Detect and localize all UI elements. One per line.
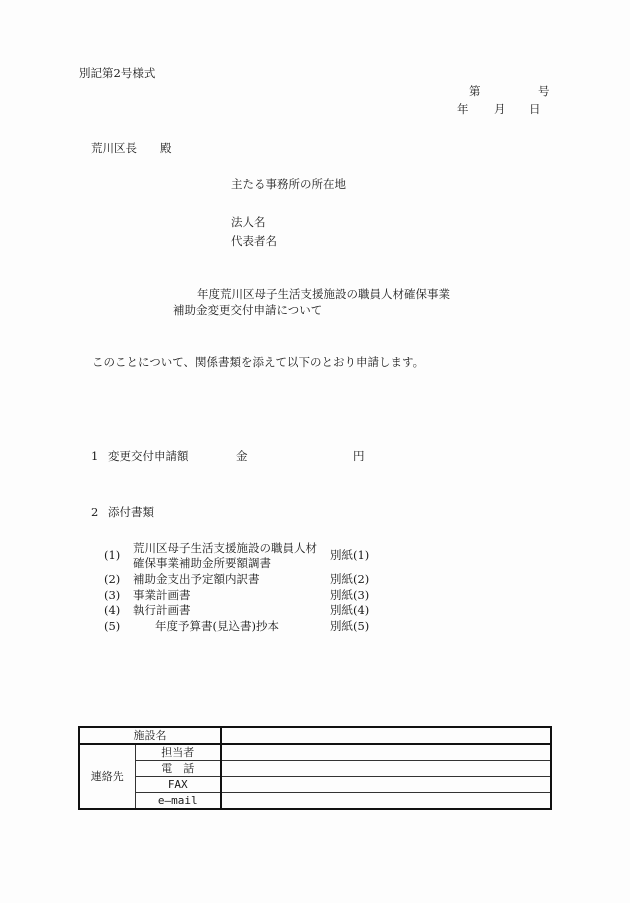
attachment-ref: 別紙(5) bbox=[330, 619, 370, 633]
attachment-title: 事業計画書 bbox=[133, 588, 191, 602]
currency-suffix: 円 bbox=[353, 449, 365, 463]
section2-label: 添付書類 bbox=[108, 505, 154, 519]
office-location-label: 主たる事務所の所在地 bbox=[231, 177, 346, 191]
section2-number: 2 bbox=[91, 505, 99, 519]
section1-label: 変更交付申請額 bbox=[108, 449, 189, 463]
phone-label: 電 話 bbox=[135, 761, 221, 777]
attachment-num: (5) bbox=[104, 619, 121, 633]
number-suffix: 号 bbox=[538, 84, 550, 98]
attachment-num: (3) bbox=[104, 588, 121, 602]
attachment-num: (4) bbox=[104, 603, 121, 617]
contact-person-label: 担当者 bbox=[135, 744, 221, 761]
contact-table bbox=[78, 726, 552, 810]
attachment-num: (2) bbox=[104, 572, 121, 586]
title-line2: 補助金変更交付申請について bbox=[173, 303, 323, 317]
attachment-title: 補助金支出予定額内訳書 bbox=[133, 572, 260, 586]
section1-number: 1 bbox=[91, 449, 99, 463]
attachment-title: 執行計画書 bbox=[133, 603, 191, 617]
contact-person-field[interactable] bbox=[221, 744, 551, 761]
number-prefix: 第 bbox=[469, 84, 481, 98]
attachment-title-cont: 確保事業補助金所要額調書 bbox=[133, 556, 271, 570]
attachment-ref: 別紙(2) bbox=[330, 572, 370, 586]
attachment-title: 年度予算書(見込書)抄本 bbox=[155, 619, 279, 633]
currency-prefix: 金 bbox=[236, 449, 248, 463]
representative-label: 代表者名 bbox=[231, 234, 277, 248]
attachment-ref: 別紙(3) bbox=[330, 588, 370, 602]
attachment-title: 荒川区母子生活支援施設の職員人材 bbox=[133, 541, 317, 555]
body-text: このことについて、関係書類を添えて以下のとおり申請します。 bbox=[92, 355, 425, 369]
form-label: 別記第2号様式 bbox=[79, 66, 156, 80]
email-label: e—mail bbox=[135, 793, 221, 810]
addressee-honorific: 殿 bbox=[160, 141, 172, 155]
title-line1: 年度荒川区母子生活支援施設の職員人材確保事業 bbox=[197, 287, 450, 301]
contact-group-label: 連絡先 bbox=[79, 744, 135, 809]
date-day: 日 bbox=[529, 102, 541, 116]
attachment-ref: 別紙(4) bbox=[330, 603, 370, 617]
phone-field[interactable] bbox=[221, 761, 551, 777]
addressee-name: 荒川区長 bbox=[91, 141, 137, 155]
email-field[interactable] bbox=[221, 793, 551, 810]
corporation-name-label: 法人名 bbox=[231, 215, 266, 229]
date-year: 年 bbox=[457, 102, 469, 116]
attachment-ref: 別紙(1) bbox=[330, 548, 370, 562]
fax-label: FAX bbox=[135, 777, 221, 793]
attachment-num: (1) bbox=[104, 548, 121, 562]
fax-field[interactable] bbox=[221, 777, 551, 793]
facility-name-label: 施設名 bbox=[79, 727, 221, 744]
date-month: 月 bbox=[494, 102, 506, 116]
facility-name-field[interactable] bbox=[221, 727, 551, 744]
